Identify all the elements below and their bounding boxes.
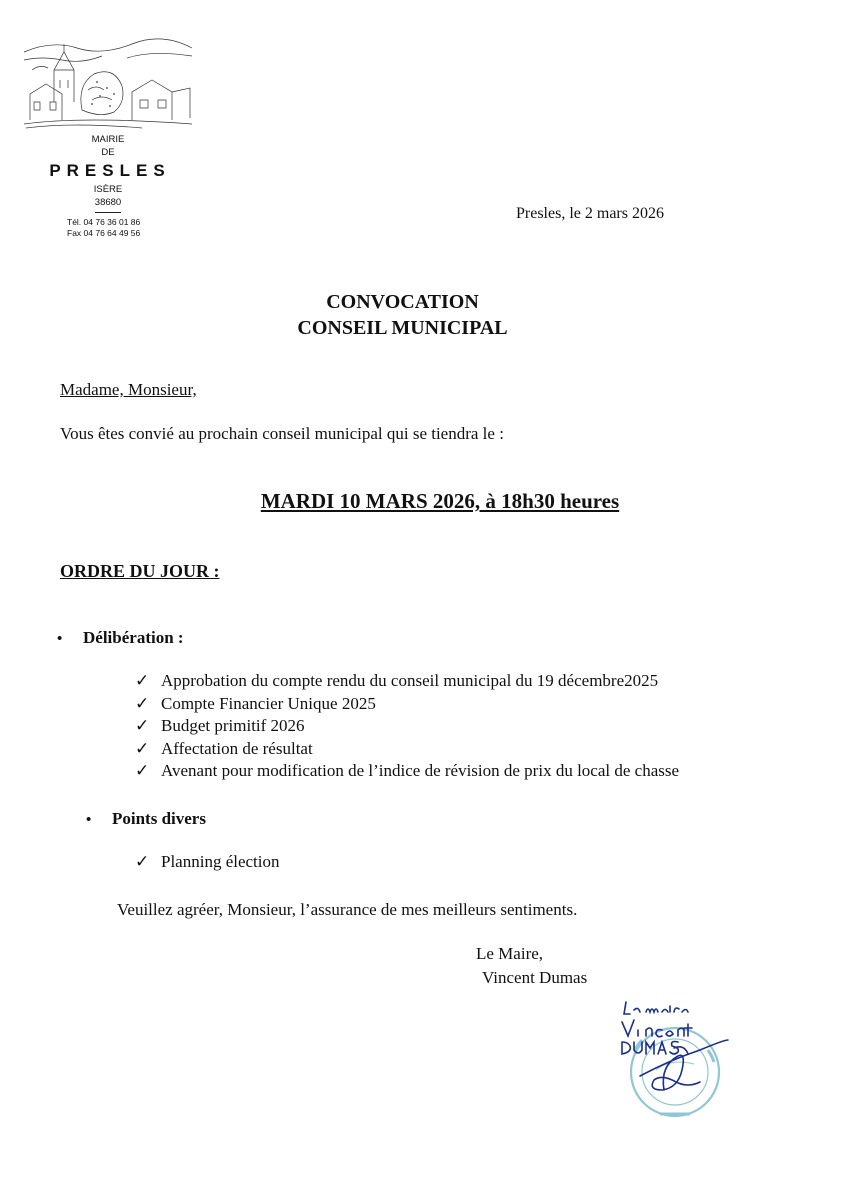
town-logo-illustration — [22, 30, 194, 130]
bullet-icon: • — [57, 631, 63, 647]
postal-code: 38680 — [94, 197, 122, 208]
de-label: DE — [101, 147, 115, 158]
title-line-1: CONVOCATION — [326, 291, 479, 313]
title-line-2: CONSEIL MUNICIPAL — [297, 317, 508, 339]
list-item: ✓ Avenant pour modification de l’indice de révision de prix du local de chasse — [135, 760, 679, 783]
section-title: Délibération : — [83, 628, 184, 647]
section-title: Points divers — [112, 809, 206, 828]
checkmark-icon: ✓ — [135, 738, 150, 758]
section-deliberation — [57, 628, 184, 648]
salutation: Madame, Monsieur, — [60, 380, 197, 399]
document-title — [0, 289, 805, 341]
town-name: PRESLES — [49, 161, 171, 180]
date-line: Presles, le 2 mars 2026 — [516, 205, 664, 222]
mairie-header — [22, 133, 194, 239]
checkmark-icon: ✓ — [135, 671, 150, 690]
list-item: ✓ Affectation de résultat — [135, 738, 679, 761]
list-item: ✓ Approbation du compte rendu du conseil municipal du 19 décembre2025 — [135, 670, 679, 693]
checkmark-icon: ✓ — [135, 716, 150, 735]
checkmark-icon: ✓ — [135, 852, 150, 871]
agenda-heading: ORDRE DU JOUR : — [60, 561, 220, 581]
points-divers-items — [135, 852, 280, 872]
checkmark-icon: ✓ — [135, 693, 150, 713]
bullet-icon: • — [86, 812, 92, 828]
closing-formula: Veuillez agréer, Monsieur, l’assurance de mes meilleurs sentiments. — [117, 900, 578, 919]
intro-text: Vous êtes convié au prochain conseil municipal qui se tiendra le : — [60, 424, 504, 443]
official-stamp-signature — [600, 990, 740, 1120]
checkmark-icon: ✓ — [135, 761, 150, 780]
deliberation-items — [135, 670, 679, 783]
header-divider — [95, 212, 121, 213]
fax: Fax 04 76 64 49 56 — [67, 228, 141, 238]
section-points-divers — [86, 809, 206, 829]
list-item: ✓ Planning élection — [135, 852, 280, 871]
signer-role: Le Maire, — [476, 944, 544, 963]
list-item: ✓ Compte Financier Unique 2025 — [135, 693, 679, 716]
list-item: ✓ Budget primitif 2026 — [135, 715, 679, 738]
department: ISÈRE — [93, 184, 123, 195]
mairie-label: MAIRIE — [91, 134, 125, 145]
meeting-datetime: MARDI 10 MARS 2026, à 18h30 heures — [260, 489, 620, 513]
telephone: Tél. 04 76 36 01 86 — [67, 217, 141, 227]
signer-name: Vincent Dumas — [482, 968, 588, 987]
signature-block — [476, 942, 587, 990]
